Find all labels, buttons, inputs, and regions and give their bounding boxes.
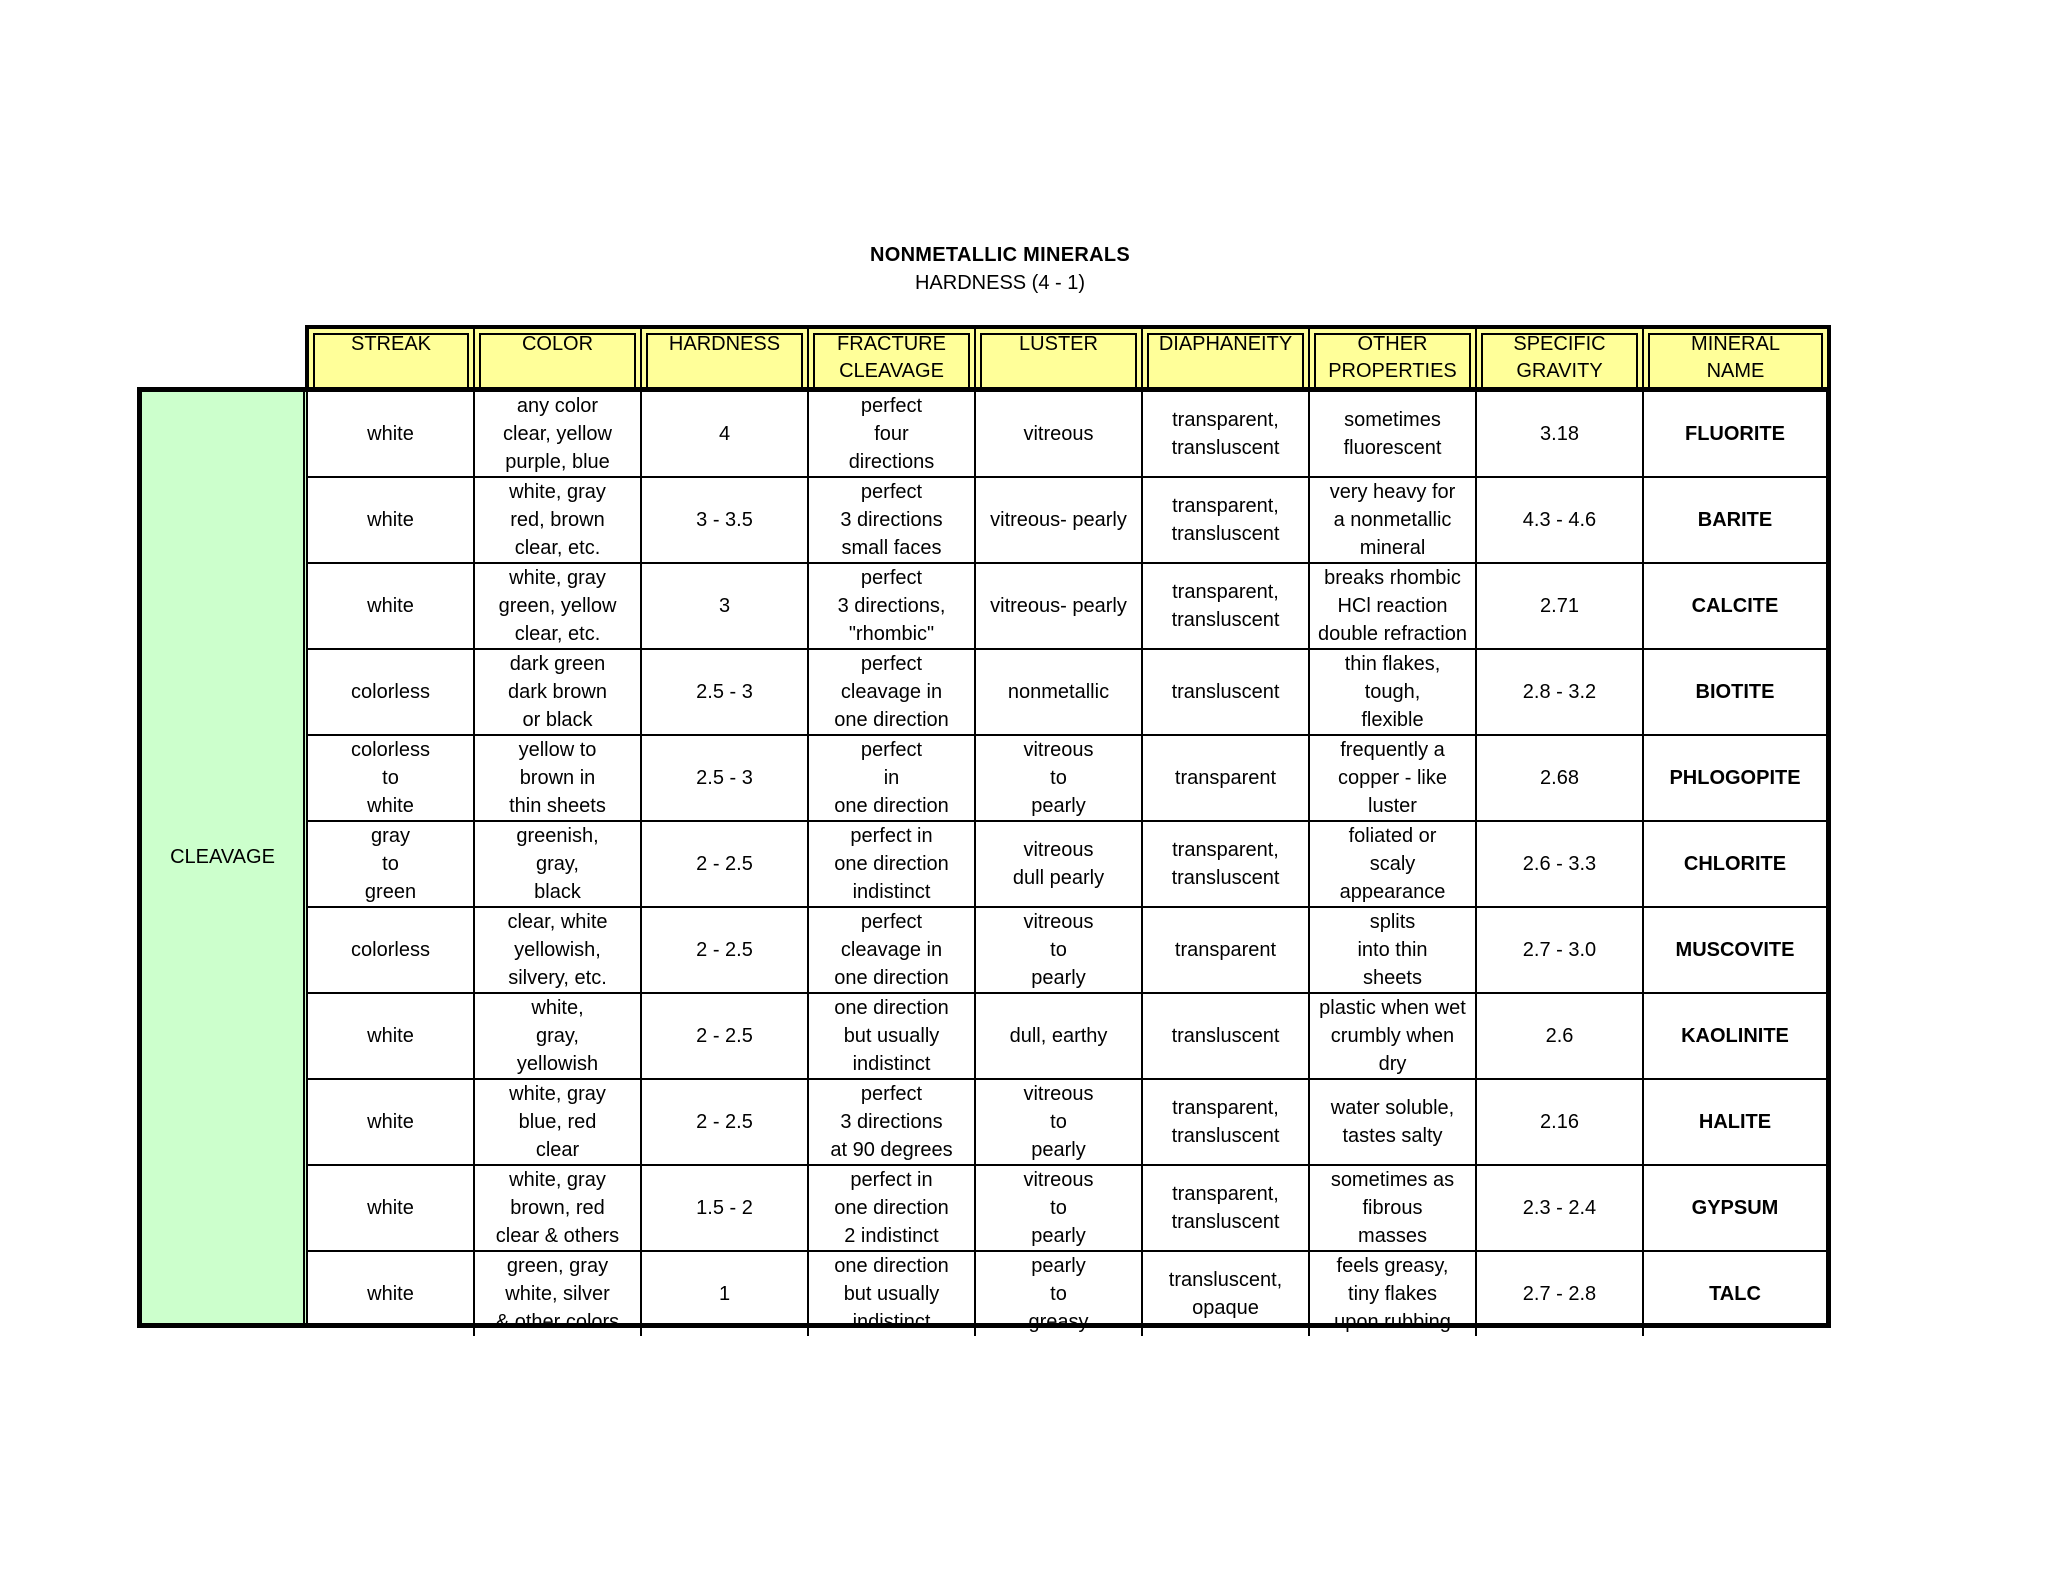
table-row — [308, 564, 1826, 650]
header-streak: STREAK — [309, 329, 475, 388]
cell-diaphaneity: transparent, transluscent — [1143, 392, 1310, 476]
cell-mineral-name: CALCITE — [1691, 595, 1779, 617]
table-row — [308, 478, 1826, 564]
cell-hardness: 4 — [642, 392, 809, 476]
minerals-table — [137, 387, 1831, 1333]
cell-color: clear, white yellowish, silvery, etc. — [475, 908, 642, 992]
cell-hardness: 3 - 3.5 — [642, 478, 809, 562]
cell-hardness: 1 — [642, 1252, 809, 1336]
cell-fracture-cleavage: perfect cleavage in one direction — [809, 650, 976, 734]
page-title: NONMETALLIC MINERALS — [869, 244, 1131, 266]
cell-fracture-cleavage: perfect four directions — [809, 392, 976, 476]
cell-luster: vitreous to pearly — [976, 736, 1143, 820]
cell-other-properties: very heavy for a nonmetallic mineral — [1310, 478, 1477, 562]
cell-fracture-cleavage: one direction but usually indistinct — [809, 1252, 976, 1336]
cell-mineral-name: FLUORITE — [1685, 423, 1785, 445]
cell-other-properties: frequently a copper - like luster — [1310, 736, 1477, 820]
cell-diaphaneity: transparent, transluscent — [1143, 478, 1310, 562]
cell-other-properties: plastic when wet crumbly when dry — [1310, 994, 1477, 1078]
cell-streak: white — [308, 478, 475, 562]
table-row — [308, 1252, 1826, 1336]
header-hardness: HARDNESS — [642, 329, 809, 388]
page-subtitle: HARDNESS (4 - 1) — [914, 272, 1086, 294]
cell-diaphaneity: transparent, transluscent — [1143, 1166, 1310, 1250]
cell-mineral-name: BIOTITE — [1695, 681, 1775, 703]
cell-hardness: 2 - 2.5 — [642, 822, 809, 906]
table-row — [308, 994, 1826, 1080]
cell-luster: dull, earthy — [976, 994, 1143, 1078]
cell-hardness: 1.5 - 2 — [642, 1166, 809, 1250]
cell-hardness: 2 - 2.5 — [642, 1080, 809, 1164]
cell-luster: vitreous to pearly — [976, 1166, 1143, 1250]
cell-streak: white — [308, 564, 475, 648]
cell-other-properties: feels greasy, tiny flakes upon rubbing — [1310, 1252, 1477, 1336]
table-row — [308, 822, 1826, 908]
cell-diaphaneity: transparent, transluscent — [1143, 822, 1310, 906]
header-fracture-cleavage: FRACTURE CLEAVAGE — [809, 329, 976, 388]
cell-specific-gravity: 2.6 — [1477, 994, 1644, 1078]
table-row — [308, 736, 1826, 822]
cell-mineral-name: TALC — [1709, 1283, 1761, 1305]
cell-fracture-cleavage: perfect in one direction indistinct — [809, 822, 976, 906]
cell-other-properties: sometimes fluorescent — [1310, 392, 1477, 476]
cell-hardness: 3 — [642, 564, 809, 648]
cell-fracture-cleavage: perfect 3 directions, "rhombic" — [809, 564, 976, 648]
cell-streak: white — [308, 1252, 475, 1336]
table-header — [305, 325, 1831, 388]
cell-specific-gravity: 2.71 — [1477, 564, 1644, 648]
cell-mineral-name: KAOLINITE — [1681, 1025, 1789, 1047]
cell-color: green, gray white, silver & other colors — [475, 1252, 642, 1336]
cell-mineral-name: HALITE — [1698, 1111, 1772, 1133]
cell-other-properties: water soluble, tastes salty — [1310, 1080, 1477, 1164]
cell-diaphaneity: transluscent, opaque — [1143, 1252, 1310, 1336]
cell-luster: vitreous- pearly — [976, 564, 1143, 648]
cell-other-properties: foliated or scaly appearance — [1310, 822, 1477, 906]
cell-hardness: 2 - 2.5 — [642, 908, 809, 992]
cell-mineral-name: CHLORITE — [1683, 853, 1787, 875]
cell-other-properties: thin flakes, tough, flexible — [1310, 650, 1477, 734]
cell-specific-gravity: 2.7 - 3.0 — [1477, 908, 1644, 992]
header-luster: LUSTER — [976, 329, 1143, 388]
cell-streak: white — [308, 1166, 475, 1250]
cell-specific-gravity: 2.16 — [1477, 1080, 1644, 1164]
header-diaphaneity: DIAPHANEITY — [1143, 329, 1310, 388]
cell-color: white, gray green, yellow clear, etc. — [475, 564, 642, 648]
cell-fracture-cleavage: perfect 3 directions at 90 degrees — [809, 1080, 976, 1164]
cell-mineral-name: MUSCOVITE — [1675, 939, 1795, 961]
header-specific-gravity: SPECIFIC GRAVITY — [1477, 329, 1644, 388]
cell-streak: white — [308, 994, 475, 1078]
cell-diaphaneity: transluscent — [1143, 994, 1310, 1078]
header-other-properties: OTHER PROPERTIES — [1310, 329, 1477, 388]
group-label-cleavage: CLEAVAGE — [142, 392, 308, 1323]
cell-hardness: 2 - 2.5 — [642, 994, 809, 1078]
cell-luster: vitreous to pearly — [976, 908, 1143, 992]
cell-luster: vitreous to pearly — [976, 1080, 1143, 1164]
cell-color: white, gray brown, red clear & others — [475, 1166, 642, 1250]
cell-streak: white — [308, 392, 475, 476]
cell-diaphaneity: transparent — [1143, 736, 1310, 820]
table-row — [308, 392, 1826, 478]
cell-fracture-cleavage: perfect in one direction 2 indistinct — [809, 1166, 976, 1250]
cell-streak: colorless to white — [308, 736, 475, 820]
table-row — [308, 908, 1826, 994]
cell-specific-gravity: 4.3 - 4.6 — [1477, 478, 1644, 562]
cell-color: dark green dark brown or black — [475, 650, 642, 734]
table-row — [308, 1080, 1826, 1166]
cell-diaphaneity: transparent, transluscent — [1143, 1080, 1310, 1164]
cell-specific-gravity: 3.18 — [1477, 392, 1644, 476]
table-rows — [308, 392, 1826, 1333]
cell-color: any color clear, yellow purple, blue — [475, 392, 642, 476]
cell-color: yellow to brown in thin sheets — [475, 736, 642, 820]
cell-specific-gravity: 2.7 - 2.8 — [1477, 1252, 1644, 1336]
cell-other-properties: sometimes as fibrous masses — [1310, 1166, 1477, 1250]
header-mineral-name: MINERAL NAME — [1644, 329, 1827, 388]
cell-diaphaneity: transluscent — [1143, 650, 1310, 734]
cell-color: white, gray, yellowish — [475, 994, 642, 1078]
cell-hardness: 2.5 - 3 — [642, 736, 809, 820]
cell-mineral-name: PHLOGOPITE — [1669, 767, 1801, 789]
cell-specific-gravity: 2.6 - 3.3 — [1477, 822, 1644, 906]
cell-luster: pearly to greasy — [976, 1252, 1143, 1336]
cell-color: white, gray blue, red clear — [475, 1080, 642, 1164]
cell-specific-gravity: 2.3 - 2.4 — [1477, 1166, 1644, 1250]
cell-hardness: 2.5 - 3 — [642, 650, 809, 734]
cell-luster: nonmetallic — [976, 650, 1143, 734]
cell-fracture-cleavage: perfect 3 directions small faces — [809, 478, 976, 562]
table-row — [308, 650, 1826, 736]
cell-mineral-name: BARITE — [1697, 509, 1773, 531]
table-row — [308, 1166, 1826, 1252]
cell-streak: colorless — [308, 908, 475, 992]
cell-specific-gravity: 2.8 - 3.2 — [1477, 650, 1644, 734]
cell-streak: white — [308, 1080, 475, 1164]
cell-diaphaneity: transparent, transluscent — [1143, 564, 1310, 648]
cell-other-properties: breaks rhombic HCl reaction double refraction — [1310, 564, 1477, 648]
cell-luster: vitreous- pearly — [976, 478, 1143, 562]
cell-other-properties: splits into thin sheets — [1310, 908, 1477, 992]
cell-luster: vitreous dull pearly — [976, 822, 1143, 906]
cell-fracture-cleavage: perfect cleavage in one direction — [809, 908, 976, 992]
cell-streak: gray to green — [308, 822, 475, 906]
cell-fracture-cleavage: one direction but usually indistinct — [809, 994, 976, 1078]
cell-streak: colorless — [308, 650, 475, 734]
cell-luster: vitreous — [976, 392, 1143, 476]
cell-diaphaneity: transparent — [1143, 908, 1310, 992]
cell-specific-gravity: 2.68 — [1477, 736, 1644, 820]
cell-color: greenish, gray, black — [475, 822, 642, 906]
cell-mineral-name: GYPSUM — [1691, 1197, 1779, 1219]
cell-fracture-cleavage: perfect in one direction — [809, 736, 976, 820]
header-color: COLOR — [475, 329, 642, 388]
cell-color: white, gray red, brown clear, etc. — [475, 478, 642, 562]
